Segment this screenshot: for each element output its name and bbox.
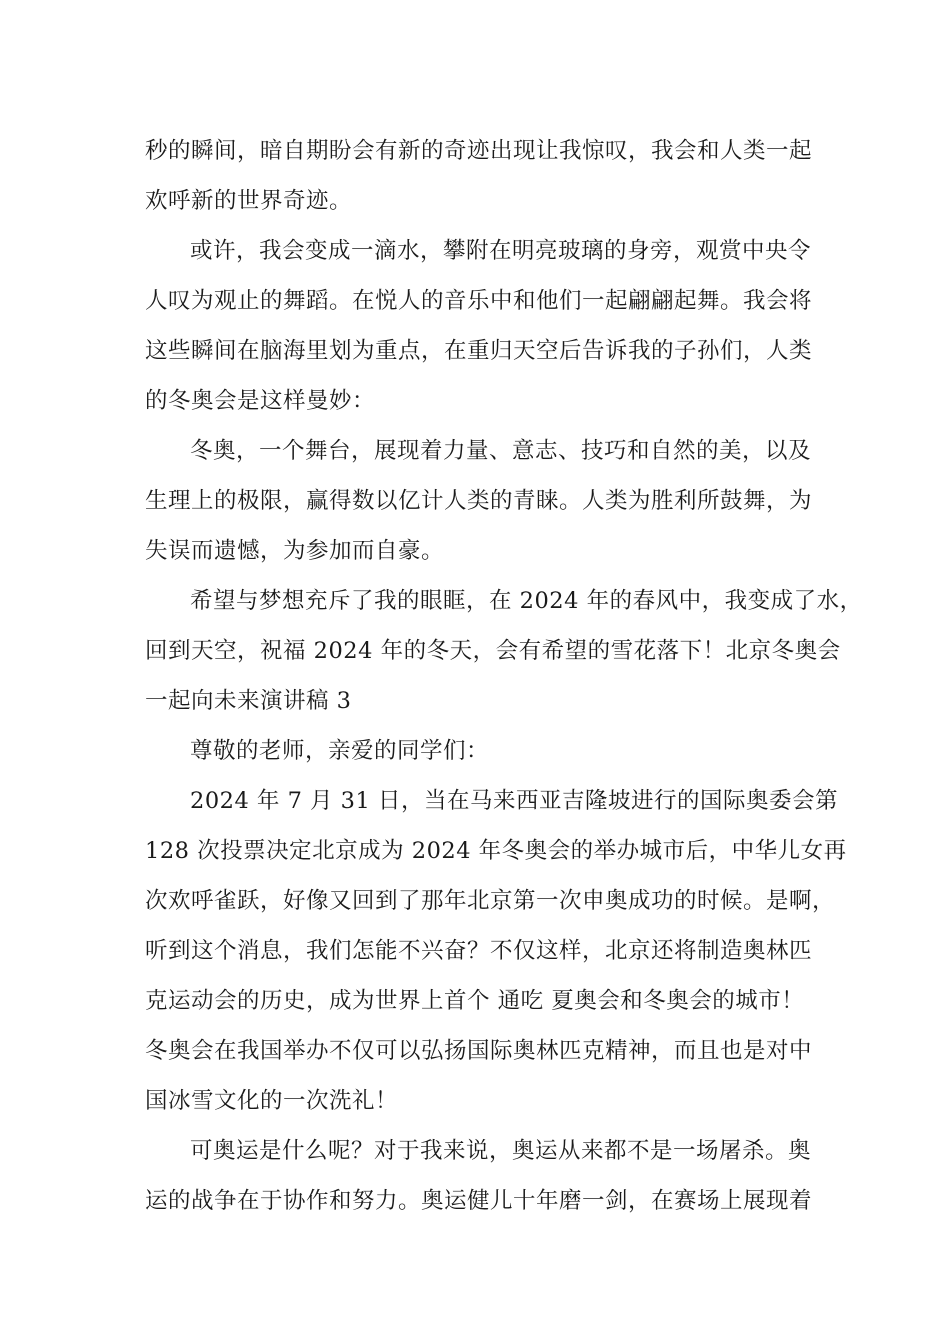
text-line: 的冬奥会是这样曼妙： [145, 388, 376, 414]
text-line: 回到天空，祝福 2024 年的冬天，会有希望的雪花落下！北京冬奥会 [145, 638, 841, 664]
paragraph-first-line: 冬奥，一个舞台，展现着力量、意志、技巧和自然的美，以及 [190, 438, 812, 464]
text-line: 失误而遗憾，为参加而自豪。 [145, 538, 445, 564]
text-line: 冬奥会在我国举办不仅可以弘扬国际奥林匹克精神，而且也是对中 [145, 1038, 813, 1064]
text-line: 这些瞬间在脑海里划为重点，在重归天空后告诉我的子孙们，人类 [145, 338, 813, 364]
text-line: 次欢呼雀跃，好像又回到了那年北京第一次申奥成功的时候。是啊， [145, 888, 836, 914]
paragraph-first-line: 希望与梦想充斥了我的眼眶，在 2024 年的春风中，我变成了水， [190, 588, 863, 614]
text-line: 秒的瞬间，暗自期盼会有新的奇迹出现让我惊叹，我会和人类一起 [145, 138, 813, 164]
text-line: 生理上的极限，赢得数以亿计人类的青睐。人类为胜利所鼓舞，为 [145, 488, 813, 514]
paragraph-first-line: 可奥运是什么呢？对于我来说，奥运从来都不是一场屠杀。奥 [190, 1138, 812, 1164]
section-heading: 一起向未来演讲稿 3 [145, 688, 352, 714]
text-line: 听到这个消息，我们怎能不兴奋？不仅这样，北京还将制造奥林匹 [145, 938, 813, 964]
text-line: 欢呼新的世界奇迹。 [145, 188, 353, 214]
text-line: 人叹为观止的舞蹈。在悦人的音乐中和他们一起翩翩起舞。我会将 [145, 288, 813, 314]
paragraph-first-line: 或许，我会变成一滴水，攀附在明亮玻璃的身旁，观赏中央令 [190, 238, 812, 264]
text-line: 克运动会的历史，成为世界上首个 通吃 夏奥会和冬奥会的城市！ [145, 988, 805, 1014]
text-line: 128 次投票决定北京成为 2024 年冬奥会的举办城市后，中华儿女再 [145, 838, 847, 864]
text-line: 国冰雪文化的一次洗礼！ [145, 1088, 399, 1114]
paragraph-first-line: 2024 年 7 月 31 日，当在马来西亚吉隆坡进行的国际奥委会第 [190, 788, 838, 814]
text-line: 运的战争在于协作和努力。奥运健儿十年磨一剑，在赛场上展现着 [145, 1188, 813, 1214]
salutation: 尊敬的老师，亲爱的同学们： [190, 738, 490, 764]
